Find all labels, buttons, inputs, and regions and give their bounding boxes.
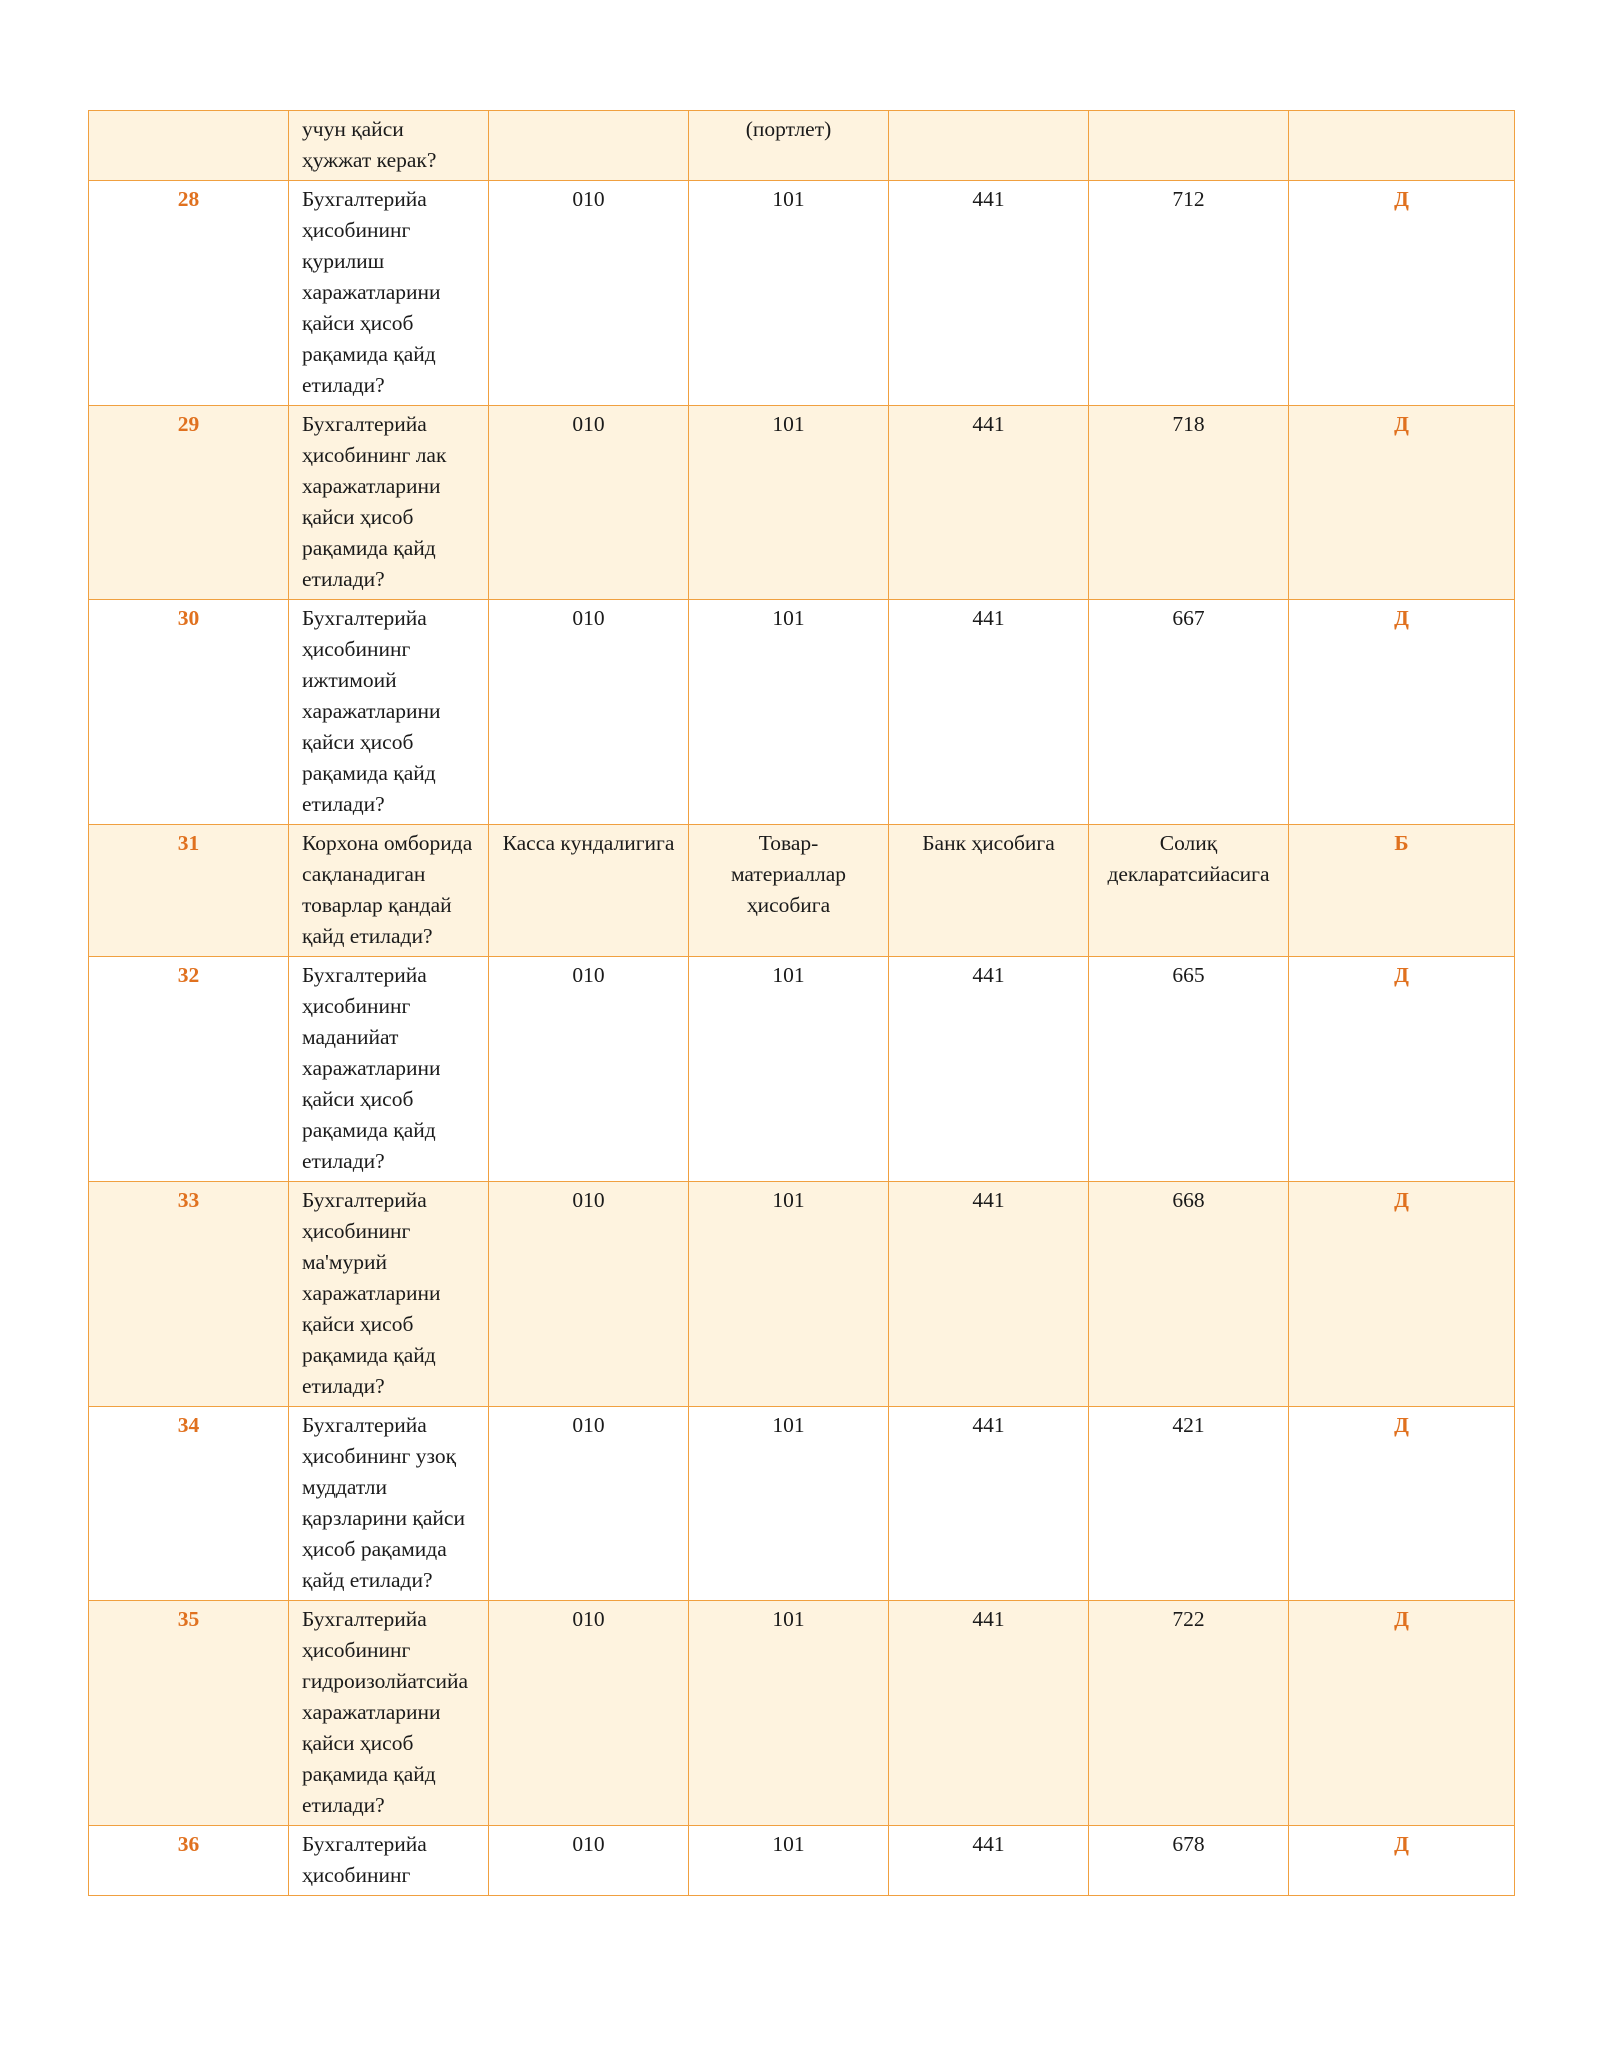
option-d: 718 [1089, 406, 1289, 600]
question-number: 28 [89, 181, 289, 406]
option-c: 441 [889, 1407, 1089, 1601]
option-c: Банк ҳисобига [889, 825, 1089, 957]
option-c: 441 [889, 1182, 1089, 1407]
correct-answer [1289, 111, 1515, 181]
option-a: 010 [489, 957, 689, 1182]
table-row [89, 957, 1515, 1182]
table-row [89, 1182, 1515, 1407]
option-a: 010 [489, 1182, 689, 1407]
table-row [89, 181, 1515, 406]
table-row [89, 111, 1515, 181]
option-a: Касса кундалигига [489, 825, 689, 957]
question-number: 31 [89, 825, 289, 957]
correct-answer: Д [1289, 957, 1515, 1182]
option-d: Солиқ декларатсийасига [1089, 825, 1289, 957]
correct-answer: Д [1289, 1182, 1515, 1407]
option-d: 665 [1089, 957, 1289, 1182]
option-b: 101 [689, 1601, 889, 1826]
option-b: 101 [689, 1826, 889, 1896]
question-number: 33 [89, 1182, 289, 1407]
correct-answer: Д [1289, 406, 1515, 600]
option-b: 101 [689, 600, 889, 825]
option-a [489, 111, 689, 181]
option-b: 101 [689, 181, 889, 406]
correct-answer: Д [1289, 181, 1515, 406]
table-row [89, 600, 1515, 825]
correct-answer: Д [1289, 1407, 1515, 1601]
table-row [89, 406, 1515, 600]
question-number: 29 [89, 406, 289, 600]
option-b: (портлет) [689, 111, 889, 181]
option-a: 010 [489, 181, 689, 406]
correct-answer: Д [1289, 1826, 1515, 1896]
option-c: 441 [889, 1826, 1089, 1896]
question-text: Бухгалтерийа ҳисобининг лак харажатларини қайси ҳисоб рақамида қайд етилади? [289, 406, 489, 600]
question-text: Корхона омборида сақланадиган товарлар қандай қайд етилади? [289, 825, 489, 957]
option-a: 010 [489, 1407, 689, 1601]
correct-answer: Д [1289, 1601, 1515, 1826]
option-d: 667 [1089, 600, 1289, 825]
question-number: 32 [89, 957, 289, 1182]
table-row [89, 825, 1515, 957]
option-c [889, 111, 1089, 181]
correct-answer: Б [1289, 825, 1515, 957]
option-a: 010 [489, 406, 689, 600]
question-text: Бухгалтерийа ҳисобининг ижтимоий харажатларини қайси ҳисоб рақамида қайд етилади? [289, 600, 489, 825]
option-b: 101 [689, 1407, 889, 1601]
option-c: 441 [889, 406, 1089, 600]
question-text: учун қайси ҳужжат керак? [289, 111, 489, 181]
option-b: 101 [689, 1182, 889, 1407]
table-row [89, 1826, 1515, 1896]
question-number: 36 [89, 1826, 289, 1896]
option-a: 010 [489, 600, 689, 825]
question-number: 30 [89, 600, 289, 825]
option-d: 668 [1089, 1182, 1289, 1407]
option-c: 441 [889, 1601, 1089, 1826]
option-d: 421 [1089, 1407, 1289, 1601]
question-text: Бухгалтерийа ҳисобининг ма'мурий харажатларини қайси ҳисоб рақамида қайд етилади? [289, 1182, 489, 1407]
questions-table-body [89, 111, 1515, 1896]
question-number: 34 [89, 1407, 289, 1601]
option-a: 010 [489, 1826, 689, 1896]
table-row [89, 1601, 1515, 1826]
option-c: 441 [889, 181, 1089, 406]
question-text: Бухгалтерийа ҳисобининг [289, 1826, 489, 1896]
questions-table [88, 110, 1515, 1896]
option-b: 101 [689, 406, 889, 600]
option-d: 722 [1089, 1601, 1289, 1826]
question-number: 35 [89, 1601, 289, 1826]
question-text: Бухгалтерийа ҳисобининг маданийат харажатларини қайси ҳисоб рақамида қайд етилади? [289, 957, 489, 1182]
option-d [1089, 111, 1289, 181]
question-text: Бухгалтерийа ҳисобининг қурилиш харажатларини қайси ҳисоб рақамида қайд етилади? [289, 181, 489, 406]
question-text: Бухгалтерийа ҳисобининг узоқ муддатли қарзларини қайси ҳисоб рақамида қайд етилади? [289, 1407, 489, 1601]
question-text: Бухгалтерийа ҳисобининг гидроизолйатсийа харажатларини қайси ҳисоб рақамида қайд етилади? [289, 1601, 489, 1826]
option-c: 441 [889, 957, 1089, 1182]
correct-answer: Д [1289, 600, 1515, 825]
option-a: 010 [489, 1601, 689, 1826]
option-b: Товар-материаллар ҳисобига [689, 825, 889, 957]
table-row [89, 1407, 1515, 1601]
option-d: 712 [1089, 181, 1289, 406]
option-c: 441 [889, 600, 1089, 825]
option-d: 678 [1089, 1826, 1289, 1896]
question-number [89, 111, 289, 181]
option-b: 101 [689, 957, 889, 1182]
